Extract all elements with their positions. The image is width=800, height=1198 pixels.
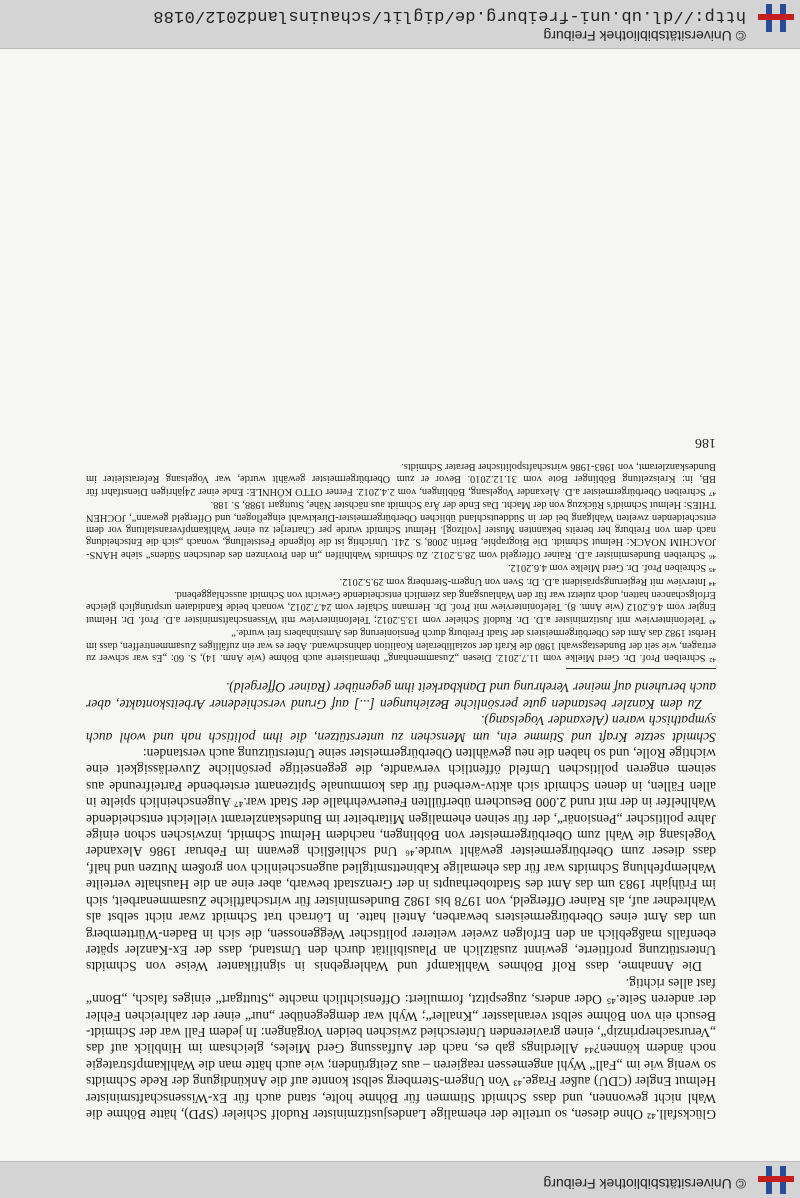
footnote: ⁴⁶ Schreiben Bundesminister a.D. Rainer Offergeld vom 28.5.2012. Zu Schmidts Wahlhilfen „in den Provinzen des deutschen Südens“ siehe HANS-JOACHIM NOACK: Helmut Schmidt. Die Biographie, Berlin 2008, S. 241. Unrichtig ist die folgende Feststellung, wonach „sich die Entscheidung nach dem von Freiburg her bereits bekannten Muster [vollzog]. Helmut Schmidt wurde per Charterjet zu einer Wahlkampfveranstaltung vor dem entscheidenden zweiten Wahlgang bei der in Süddeutschland üblichen Oberbürgermeister-Direktwahl eingeflogen, und Offergeld gewann“, JOCHEN THIES: Helmut Schmidt's Rückzug von der Macht. Das Ende der Ära Schmidt aus nächster Nähe, Stuttgart 1988, S. 188. xyxy=(86,499,716,560)
library-logo-icon xyxy=(752,0,800,36)
footnote: ⁴⁷ Schreiben Oberbürgermeister a.D. Alexander Vogelsang, Böblingen, vom 2.4.2012. Ferner OTTO KÖHNLE: Ende einer 24jährigen Dienstfahrt für BB, in: Kreiszeitung Böblinger Bote vom 31.12.2010. Bevor er zum Oberbürgermeister gewählt wurde, war Vogelsang Referatsleiter im Bundeskanzleramt, von 1983-1986 wirtschaftspolitischer Berater Schmidts. xyxy=(86,460,716,497)
footnote: ⁴² Schreiben Prof. Dr. Gerd Mielke vom 11.7.2012. Diesen „Zusammenhang“ thematisierte auch Böhme (wie Anm. 14), S. 60: „Es war schwer zu ertragen, wie seit der Bundestagswahl 1980 die Kraft der sozialliberalen Koalition dahinschwand. Aber es war ein zufälliges Zusammentreffen, dass im Herbst 1982 das Amt des Oberbürgermeisters der Stadt Freiburg durch Pensionierung des Amtsinhabers frei wurde.“ xyxy=(86,627,716,664)
footnotes xyxy=(86,460,716,664)
library-footer-bar xyxy=(0,0,800,49)
document-content xyxy=(86,433,716,1122)
page-number: 186 xyxy=(695,434,716,450)
paragraph: Die Annahme, dass Rolf Böhmes Wahlkampf und Wahlergebnis in signifikanter Weise von Schmidts Unterstützung profitierte, gewinnt zusätzlich an Plausibilität durch den Umstand, dass der Ex-Kanzler später ebenfalls maßgeblich an den Erfolgen zweier weiterer politischer Weggenossen, die sich in Baden-Württemberg um das Amt eines Oberbürgermeisters bewarben, Anteil hatte. In Lörrach trat Schmidt zwar nicht selbst als Wahlredner auf, als Rainer Offergeld, von 1978 bis 1982 Bundesminister für wirtschaftliche Zusammenarbeit, sich im Frühjahr 1983 um das Amt des Stadtoberhaupts in der Grenzstadt bewarb, aber eine an die Haushalte verteilte Wahlempfehlung Schmidts war für das ehemalige Kabinettsmitglied augenscheinlich von großem Nutzen und half, dass dieser zum Oberbürgermeister gewählt wurde.⁴⁶ Und schließlich gewann im Februar 1986 Alexander Vogelsang die Wahl zum Oberbürgermeister von Böblingen, nachdem Helmut Schmidt, inzwischen schon einige Jahre politischer „Pensionär“, der für seinen ehemaligen Mitarbeiter im Bundeskanzleramt vielleicht entscheidende Wahlhelfer in der mit rund 2.000 Besuchern überfüllten Feuerwehrhalle der Stadt war.⁴⁷ Augenscheinlich spielte in allen Fällen, in denen Schmidt sich aktiv-werbend für das kommunale Spitzenamt ersterbende Parteifreunde aus seinem engeren politischen Umfeld öffentlich verwandte, die gegenseitige persönliche Zuverlässigkeit eine wichtige Rolle, und so haben die neu gewählten Oberbürgermeister seine Unterstützung auch verstanden: xyxy=(86,746,716,975)
footnote: ⁴³ Telefoninterview mit Justizminister a.D. Dr. Rudolf Schieler vom 13.5.2012; Telefoninterview mit Wissenschaftsminister a.D. Prof. Dr. Helmut Engler vom 4.6.2012 (wie Anm. 8). Telefoninterview mit Prof. Dr. Hermann Schäfer vom 24.7.2012, wonach beide Kandidaten ursprünglich gleiche Erfolgschancen hatten, doch zuletzt war für den Wahlausgang das ziemlich entscheidende Gewicht von Schmidt ausschlaggebend. xyxy=(86,589,716,625)
block-quote: Zu dem Kanzler bestanden gute persönliche Beziehungen [...] auf Grund verschiedener Arbeitskontakte, aber auch beruhend auf meiner Verehrung und Dankbarkeit ihm gegenüber (Rainer Offergeld). xyxy=(86,680,716,712)
footnote: ⁴⁴ Interview mit Regierungspräsident a.D. Dr. Sven von Ungern-Sternberg vom 29.5.2012. xyxy=(339,575,716,587)
block-quote: Schmidt setzte Kraft und Stimme ein, um Menschen zu unterstützen, die ihm politisch nah und wohl auch sympathisch waren (Alexander Vogelsang). xyxy=(86,713,716,745)
body-text xyxy=(86,679,716,1122)
library-credit-top: © Universitätsbibliothek Freiburg xyxy=(543,1176,746,1192)
paragraph: Glücksfall.⁴² Ohne diesen, so urteilte der ehemalige Landesjustizminister Rudolf Schieler (SPD), hätte Böhme die Wahl nicht gewonnen, und dass Schmidt Stimmen für Böhme holte, stand auch für Ex-Wissenschaftsminister Helmut Engler (CDU) außer Frage.⁴³ Von Ungern-Sternberg selbst konnte auf die Ankündigung der Rede Schmidts so wenig wie im „Fall“ Wyhl angemessen reagieren – aus Zeitgründen; wie auch hätte man die Wahlkampfstrategie noch ändern können?⁴⁴ Allerdings gab es, nach der Auffassung Gerd Mieles, gleichsam im Hinblick auf das „Verursacherprinzip“, einen gravierenden Unterschied zwischen beiden Vorgängen: In jedem Fall war der Schmidt-Besuch ein von Böhme selbst veranlasster „Knaller“; Wyhl war demgegenüber „nur“ einer der zahlreichen Fehler der anderen Seite.⁴⁵ Oder anders, zugespitzt, formuliert: Offensichtlich machte „Stuttgart“ einiges falsch, „Bonn“ fast alles richtig. xyxy=(86,975,716,1122)
footnote-divider xyxy=(566,668,716,669)
footnote: ⁴⁵ Schreiben Prof. Dr. Gerd Mielke vom 4.6.2012. xyxy=(507,562,716,574)
permalink-url[interactable]: http://dl.ub.uni-freiburg.de/diglit/schauinsland2012/0188 xyxy=(153,6,746,25)
library-credit-bottom: © Universitätsbibliothek Freiburg xyxy=(543,28,746,44)
library-header-bar xyxy=(0,1161,800,1198)
library-logo-icon xyxy=(752,1162,800,1198)
